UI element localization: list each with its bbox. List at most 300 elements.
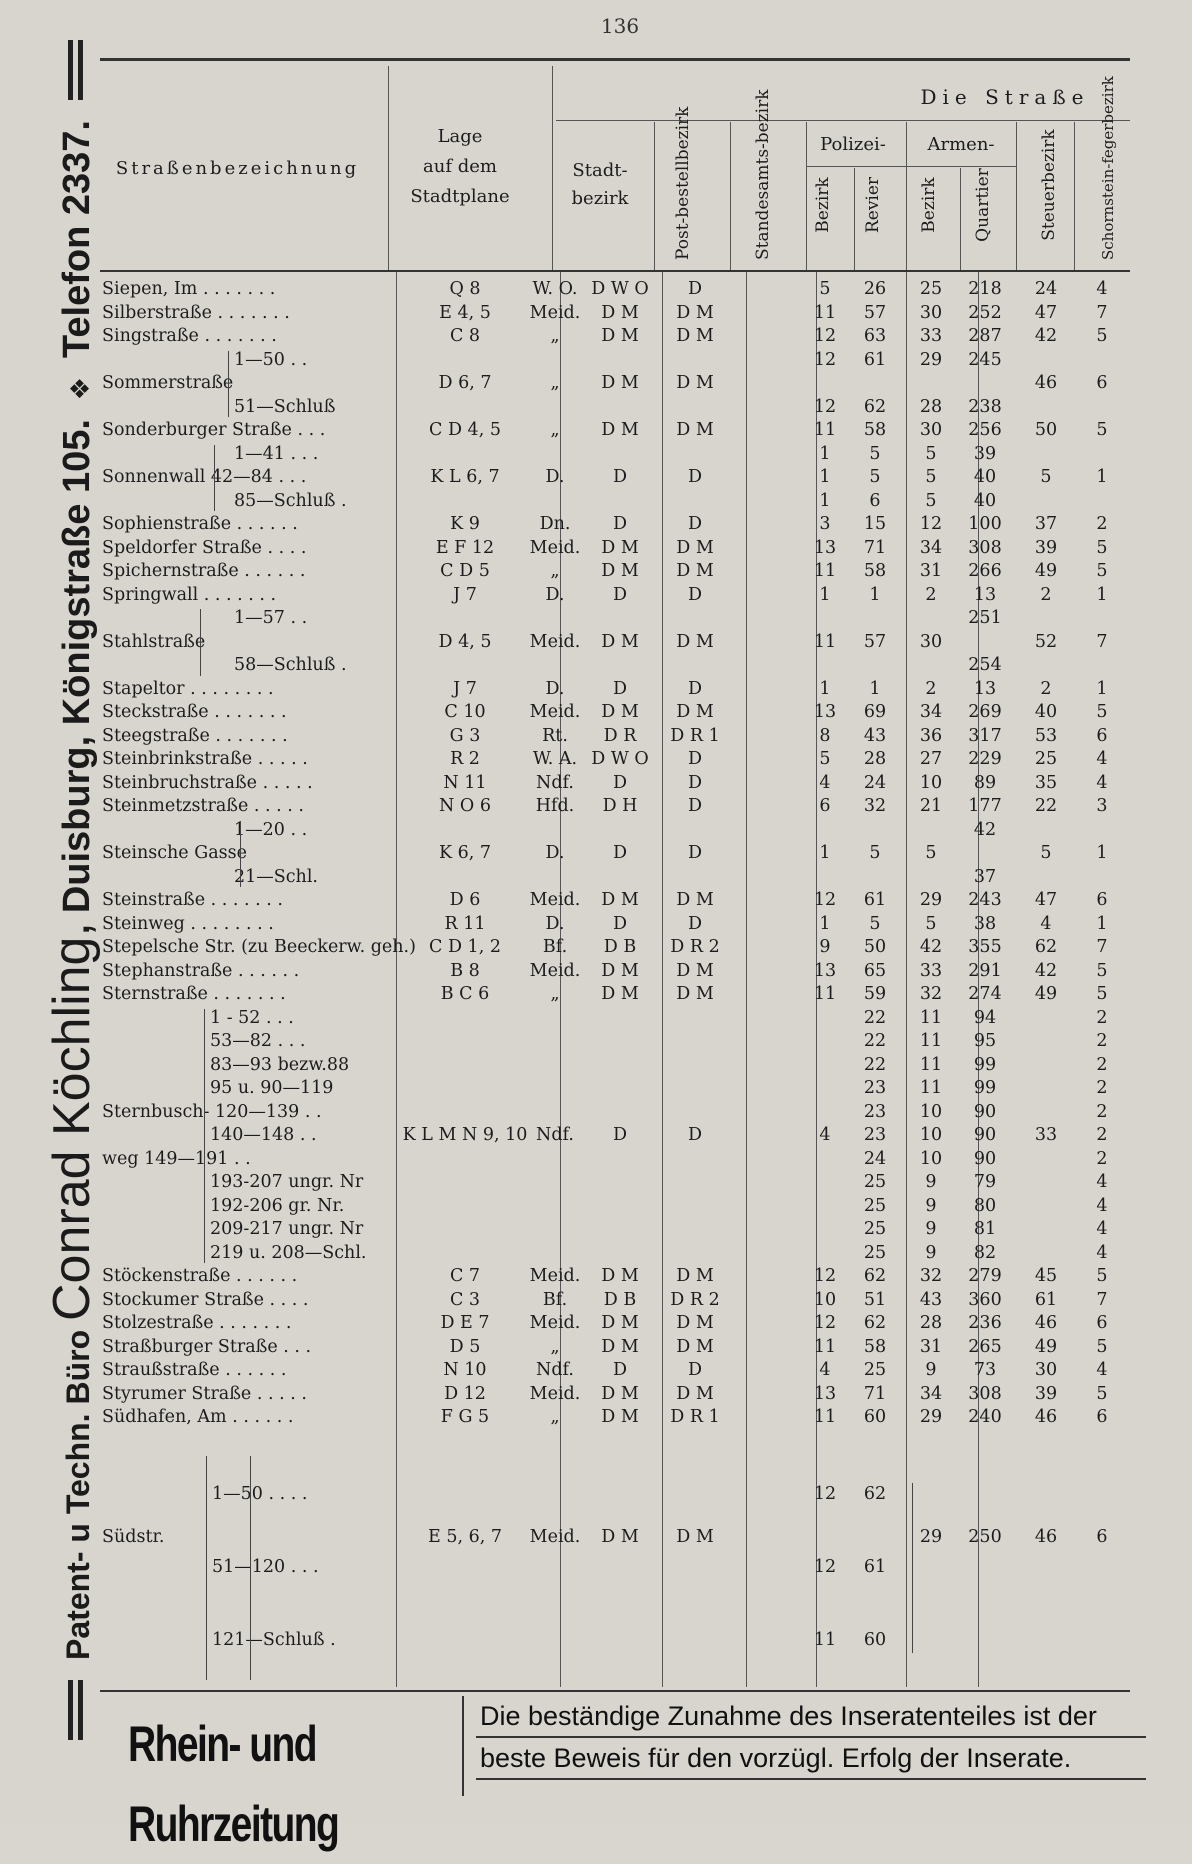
table-row (100, 372, 1130, 395)
postbezirk: D (612, 843, 628, 863)
armen-bezirk: 31 (919, 1336, 943, 1357)
polizei-bezirk: 1 (819, 678, 831, 699)
col-rule (854, 168, 855, 270)
standesamtsbezirk: D (687, 749, 703, 769)
street-name: Styrumer Straße . . . . . (102, 1383, 307, 1404)
polizei-revier: 24 (863, 772, 887, 793)
postbezirk: D B (603, 1289, 637, 1310)
stadtbezirk: „ (550, 1336, 560, 1357)
schornsteinfegerbezirk: 5 (1096, 1383, 1108, 1404)
armen-quartier: 308 (968, 537, 1002, 558)
street-name: Steinstraße . . . . . . . (102, 890, 283, 910)
table-row (100, 748, 1130, 771)
street-name: Straußstraße . . . . . . (102, 1360, 287, 1380)
table-row (100, 631, 1130, 654)
polizei-revier: 24 (863, 1148, 887, 1169)
suedstr-schornstein: 6 (1096, 1527, 1108, 1547)
standesamtsbezirk: D (687, 796, 703, 816)
suedstr-brace-right (250, 1456, 251, 1680)
suedstr-postbezirk: D M (601, 1527, 639, 1547)
polizei-bezirk: 12 (813, 349, 837, 370)
polizei-bezirk: 10 (813, 1289, 837, 1310)
polizei-bezirk: 1 (819, 467, 831, 487)
schornsteinfegerbezirk: 2 (1096, 1054, 1108, 1075)
postbezirk: D M (601, 631, 639, 652)
schornsteinfegerbezirk: 4 (1096, 1360, 1108, 1380)
armen-quartier: 90 (973, 1101, 997, 1122)
polizei-bezirk: 1 (819, 913, 831, 934)
table-row (100, 1483, 1130, 1506)
suedstr-polizei-bezirk-2: 12 (813, 1557, 837, 1577)
steuerbezirk: 30 (1034, 1360, 1058, 1380)
standesamtsbezirk: D M (676, 561, 714, 581)
armen-bezirk: 42 (919, 937, 943, 957)
street-name: Steinsche Gasse (102, 843, 247, 863)
armen-quartier: 40 (973, 490, 997, 511)
steuerbezirk: 2 (1040, 678, 1052, 699)
armen-bezirk: 33 (919, 326, 943, 346)
armen-quartier: 81 (973, 1219, 997, 1239)
steuerbezirk: 4 (1040, 913, 1052, 934)
table-row (100, 490, 1130, 513)
polizei-bezirk: 12 (813, 1266, 837, 1286)
table-row (100, 1195, 1130, 1218)
stadtbezirk: Meid. (529, 1266, 581, 1286)
polizei-revier: 61 (863, 349, 887, 370)
postbezirk: D M (601, 326, 639, 346)
armen-bezirk: 5 (925, 443, 937, 464)
standesamtsbezirk: D (687, 913, 703, 934)
stadtbezirk: Meid. (529, 702, 581, 722)
stadtbezirk: Bf. (542, 937, 568, 957)
polizei-revier: 28 (863, 749, 887, 769)
schornsteinfegerbezirk: 3 (1096, 796, 1108, 816)
table-row (100, 1242, 1130, 1265)
polizei-bezirk: 11 (813, 1407, 837, 1427)
row-group-brace (228, 351, 229, 418)
polizei-revier: 22 (863, 1054, 887, 1075)
col-rule (906, 122, 907, 270)
table-row (100, 936, 1130, 959)
stadtbezirk: Rt. (542, 725, 568, 746)
street-name: 209-217 ungr. Nr (210, 1219, 364, 1239)
table-row (100, 1030, 1130, 1053)
postbezirk: D M (601, 561, 639, 581)
standesamtsbezirk: D M (676, 960, 714, 981)
street-name: Steegstraße . . . . . . . (102, 725, 288, 746)
steuerbezirk: 49 (1034, 561, 1058, 581)
standesamtsbezirk: D (687, 1125, 703, 1145)
street-name: 219 u. 208—Schl. (210, 1242, 367, 1263)
stadtbezirk: „ (550, 1407, 560, 1427)
stadtbezirk: Meid. (529, 890, 581, 910)
armen-quartier: 90 (973, 1148, 997, 1169)
street-name: 95 u. 90—119 (210, 1078, 334, 1098)
street-name: Stolzestraße . . . . . . . (102, 1313, 292, 1333)
table-row (100, 537, 1130, 560)
schornsteinfegerbezirk: 6 (1096, 890, 1108, 910)
polizei-revier: 58 (863, 420, 887, 440)
polizei-revier: 5 (869, 913, 881, 934)
standesamtsbezirk: D R 1 (670, 1407, 720, 1427)
armen-quartier: 89 (973, 772, 997, 793)
street-name: Silberstraße . . . . . . . (102, 302, 290, 323)
polizei-revier: 25 (863, 1219, 887, 1239)
armen-quartier: 240 (968, 1407, 1002, 1427)
polizei-revier: 59 (863, 984, 887, 1004)
polizei-revier: 32 (863, 796, 887, 816)
table-row (100, 1077, 1130, 1100)
polizei-bezirk: 1 (819, 843, 831, 863)
lage: C D 5 (440, 561, 490, 581)
row-group-brace (200, 609, 201, 676)
schornsteinfegerbezirk: 4 (1096, 279, 1108, 299)
standesamtsbezirk: D (687, 772, 703, 793)
schornsteinfegerbezirk: 7 (1096, 937, 1108, 957)
armen-quartier: 266 (968, 561, 1002, 581)
header-postbestellbezirk: Post-bestellbezirk (673, 106, 693, 260)
postbezirk: D M (601, 373, 639, 393)
armen-bezirk: 11 (919, 1007, 943, 1028)
steuerbezirk: 39 (1034, 537, 1058, 558)
schornsteinfegerbezirk: 1 (1096, 913, 1108, 934)
schornsteinfegerbezirk: 2 (1096, 1031, 1108, 1051)
table-row (100, 349, 1130, 372)
street-name: weg 149—191 . . (102, 1148, 251, 1169)
table-row (100, 607, 1130, 630)
header-polizei-revier: Revier (863, 176, 883, 234)
header-strassenbezeichnung: Straßenbezeichnung (115, 158, 360, 179)
lage: N O 6 (439, 796, 491, 816)
street-name: Sonnenwall 42—84 . . . (102, 467, 307, 487)
armen-bezirk: 9 (925, 1172, 937, 1192)
standesamtsbezirk: D (687, 467, 703, 487)
postbezirk: D (612, 1360, 628, 1380)
armen-bezirk: 34 (919, 702, 943, 722)
schornsteinfegerbezirk: 4 (1096, 772, 1108, 793)
header-steuerbezirk: Steuerbezirk (1039, 129, 1059, 241)
postbezirk: D M (601, 1313, 639, 1333)
header-polizei-bezirk: Bezirk (813, 177, 833, 233)
armen-bezirk: 29 (919, 349, 943, 370)
schornsteinfegerbezirk: 2 (1096, 1125, 1108, 1145)
armen-quartier: 243 (968, 890, 1002, 910)
street-name: 83—93 bezw.88 (210, 1054, 350, 1075)
side-ad-name: Conrad Köchling, (43, 922, 101, 1321)
stadtbezirk: Meid. (529, 960, 581, 981)
table-row (100, 889, 1130, 912)
polizei-revier: 5 (869, 843, 881, 863)
street-name: Sternbusch- 120—139 . . (102, 1101, 322, 1122)
armen-quartier: 308 (968, 1383, 1002, 1404)
table-row (100, 1265, 1130, 1288)
street-name: Sophienstraße . . . . . . (102, 514, 298, 534)
polizei-revier: 50 (863, 937, 887, 957)
lage: D 4, 5 (438, 631, 492, 652)
postbezirk: D (612, 678, 628, 699)
col-rule (654, 122, 655, 270)
polizei-revier: 62 (863, 1313, 887, 1333)
steuerbezirk: 5 (1040, 843, 1052, 863)
polizei-revier: 25 (863, 1195, 887, 1216)
polizei-revier: 63 (863, 326, 887, 346)
armen-bezirk: 30 (919, 631, 943, 652)
lage: E 4, 5 (439, 302, 491, 323)
armen-quartier: 265 (968, 1336, 1002, 1357)
suedstr-brace-armen (912, 1483, 913, 1653)
armen-bezirk: 5 (925, 467, 937, 487)
street-name: Stephanstraße . . . . . . (102, 960, 300, 981)
table-row (100, 1556, 1130, 1579)
polizei-revier: 22 (863, 1007, 887, 1028)
polizei-bezirk: 6 (819, 796, 831, 816)
street-name: Singstraße . . . . . . . (102, 326, 277, 346)
steuerbezirk: 46 (1034, 373, 1058, 393)
stadtbezirk: D. (545, 843, 565, 863)
polizei-bezirk: 11 (813, 984, 837, 1004)
street-name: Siepen, Im . . . . . . . (102, 279, 276, 299)
street-name: Steinbrinkstraße . . . . . (102, 749, 308, 769)
stadtbezirk: W. O. (532, 279, 578, 299)
table-row (100, 1171, 1130, 1194)
armen-bezirk: 43 (919, 1289, 943, 1310)
polizei-revier: 25 (863, 1242, 887, 1263)
schornsteinfegerbezirk: 6 (1096, 373, 1108, 393)
lage: J 7 (453, 678, 477, 699)
side-ad-address: Duisburg, Königstraße 105. (56, 419, 98, 914)
polizei-revier: 43 (863, 725, 887, 746)
armen-bezirk: 25 (919, 279, 943, 299)
lage: C 7 (449, 1266, 481, 1286)
suedstr-armen-quartier: 250 (968, 1527, 1002, 1547)
schornsteinfegerbezirk: 4 (1096, 1195, 1108, 1216)
street-name: 85—Schluß . (234, 490, 347, 511)
polizei-revier: 1 (869, 678, 881, 699)
steuerbezirk: 42 (1034, 960, 1058, 981)
col-rule (1016, 122, 1017, 270)
table-row (100, 466, 1130, 489)
header-stadtbezirk-1: Stadt- (572, 160, 628, 181)
street-name: 58—Schluß . (234, 655, 347, 675)
street-name: Stepelsche Str. (zu Beeckerw. geh.) (102, 937, 416, 957)
armen-quartier: 317 (968, 725, 1002, 746)
schornsteinfegerbezirk: 2 (1096, 1007, 1108, 1028)
stadtbezirk: Meid. (529, 631, 581, 652)
schornsteinfegerbezirk: 2 (1096, 1101, 1108, 1122)
schornsteinfegerbezirk: 6 (1096, 1313, 1108, 1333)
steuerbezirk: 47 (1034, 302, 1058, 323)
suedstr-standesamt: D M (676, 1527, 714, 1547)
polizei-revier: 6 (869, 490, 881, 511)
table-row (100, 772, 1130, 795)
postbezirk: D M (601, 984, 639, 1004)
postbezirk: D M (601, 420, 639, 440)
polizei-revier: 62 (863, 396, 887, 417)
armen-bezirk: 32 (919, 1266, 943, 1286)
lage: N 11 (443, 772, 487, 793)
schornsteinfegerbezirk: 1 (1096, 467, 1108, 487)
polizei-revier: 58 (863, 561, 887, 581)
armen-quartier: 269 (968, 702, 1002, 722)
steuerbezirk: 45 (1034, 1266, 1058, 1286)
table-row (100, 443, 1130, 466)
suedstr-polizei-revier-3: 60 (863, 1630, 887, 1650)
stadtbezirk: D. (545, 584, 565, 605)
table-row (100, 795, 1130, 818)
col-rule (388, 66, 389, 270)
armen-quartier: 80 (973, 1195, 997, 1216)
street-name: 192-206 gr. Nr. (210, 1195, 345, 1216)
street-name: 1—57 . . (234, 608, 308, 628)
lage: D 6, 7 (438, 373, 492, 393)
suedstr-stadtbezirk: Meid. (529, 1527, 581, 1547)
polizei-bezirk: 4 (819, 772, 831, 793)
header-stadtbezirk-2: bezirk (571, 188, 629, 209)
ad-separator (462, 1696, 464, 1796)
polizei-bezirk: 11 (813, 631, 837, 652)
col-rule (730, 122, 731, 270)
lage: K 6, 7 (438, 843, 492, 863)
polizei-revier: 69 (863, 702, 887, 722)
table-row (100, 513, 1130, 536)
table-row (100, 1148, 1130, 1171)
suedstr-polizei-bezirk-1: 12 (813, 1484, 837, 1504)
standesamtsbezirk: D (687, 584, 703, 605)
street-name: Stöckenstraße . . . . . . (102, 1266, 298, 1286)
polizei-revier: 23 (863, 1125, 887, 1145)
lage: B 8 (450, 960, 480, 981)
table-row (100, 819, 1130, 842)
suedstr-polizei-bezirk-3: 11 (813, 1630, 837, 1650)
lage: R 2 (450, 749, 480, 769)
suedstr-steuerbezirk: 46 (1034, 1527, 1058, 1547)
armen-bezirk: 29 (919, 1407, 943, 1427)
polizei-bezirk: 9 (819, 937, 831, 957)
standesamtsbezirk: D R 1 (670, 725, 720, 746)
steuerbezirk: 24 (1034, 279, 1058, 299)
lage: D 5 (449, 1336, 481, 1357)
armen-bezirk: 31 (919, 561, 943, 581)
armen-bezirk: 28 (919, 396, 943, 417)
polizei-bezirk: 13 (813, 702, 837, 722)
stadtbezirk: Ndf. (536, 1360, 574, 1380)
polizei-revier: 15 (863, 514, 887, 534)
armen-quartier: 40 (973, 467, 997, 487)
street-name: Steckstraße . . . . . . . (102, 702, 287, 722)
postbezirk: D W O (591, 279, 649, 299)
lage: C 10 (444, 702, 486, 722)
polizei-bezirk: 1 (819, 443, 831, 464)
col-rule (806, 122, 807, 270)
header-armen-bezirk: Bezirk (919, 177, 939, 233)
stadtbezirk: „ (550, 326, 560, 346)
header-die-strasse: Die Straße (920, 85, 1090, 109)
street-name: Speldorfer Straße . . . . (102, 537, 307, 558)
polizei-revier: 57 (863, 631, 887, 652)
polizei-revier: 57 (863, 302, 887, 323)
polizei-revier: 26 (863, 279, 887, 299)
armen-bezirk: 11 (919, 1078, 943, 1098)
header-group-rule (806, 166, 1016, 167)
standesamtsbezirk: D M (676, 1313, 714, 1333)
armen-quartier: 251 (968, 608, 1002, 628)
armen-quartier: 82 (973, 1242, 997, 1263)
stadtbezirk: „ (550, 561, 560, 581)
polizei-revier: 61 (863, 890, 887, 910)
stadtbezirk: Meid. (529, 302, 581, 323)
steuerbezirk: 61 (1034, 1289, 1058, 1310)
schornsteinfegerbezirk: 5 (1096, 960, 1108, 981)
polizei-bezirk: 1 (819, 584, 831, 605)
polizei-bezirk: 12 (813, 396, 837, 417)
suedstr-brace (206, 1456, 207, 1680)
armen-bezirk: 2 (925, 584, 937, 605)
double-rule-bottom (68, 1680, 73, 1740)
postbezirk: D H (602, 796, 638, 816)
side-ad-prefix: Patent- u Techn. Büro (60, 1329, 96, 1660)
lage: Q 8 (449, 279, 481, 299)
table-row (100, 842, 1130, 865)
armen-bezirk: 28 (919, 1313, 943, 1333)
schornsteinfegerbezirk: 2 (1096, 1148, 1108, 1169)
schornsteinfegerbezirk: 5 (1096, 561, 1108, 581)
table-row (100, 983, 1130, 1006)
armen-quartier: 39 (973, 443, 997, 464)
armen-bezirk: 29 (919, 890, 943, 910)
lage: F G 5 (440, 1407, 490, 1427)
table-row (100, 1289, 1130, 1312)
polizei-bezirk: 4 (819, 1125, 831, 1145)
ad-slogan-line-2: beste Beweis für den vorzügl. Erfolg der Inserate. (476, 1738, 1146, 1780)
lage: G 3 (449, 725, 481, 746)
stadtbezirk: Ndf. (536, 1125, 574, 1145)
lage: D E 7 (440, 1313, 490, 1333)
schornsteinfegerbezirk: 2 (1096, 1078, 1108, 1098)
schornsteinfegerbezirk: 7 (1096, 1289, 1108, 1310)
table-row (100, 1406, 1130, 1429)
steuerbezirk: 52 (1034, 631, 1058, 652)
standesamtsbezirk: D M (676, 302, 714, 323)
street-name: 1—50 . . (234, 349, 308, 370)
street-name: 1—20 . . (234, 819, 308, 840)
armen-bezirk: 34 (919, 1383, 943, 1404)
steuerbezirk: 37 (1034, 514, 1058, 534)
postbezirk: D M (601, 537, 639, 558)
steuerbezirk: 47 (1034, 890, 1058, 910)
armen-quartier: 279 (968, 1266, 1002, 1286)
postbezirk: D M (601, 960, 639, 981)
postbezirk: D (612, 772, 628, 793)
steuerbezirk: 49 (1034, 1336, 1058, 1357)
schornsteinfegerbezirk: 4 (1096, 1219, 1108, 1239)
polizei-revier: 23 (863, 1101, 887, 1122)
polizei-revier: 71 (863, 537, 887, 558)
row-group-brace (204, 1009, 205, 1264)
header-armen-quartier: Quartier (973, 168, 993, 242)
schornsteinfegerbezirk: 5 (1096, 326, 1108, 346)
schornsteinfegerbezirk: 7 (1096, 302, 1108, 323)
stadtbezirk: Hfd. (535, 796, 575, 816)
steuerbezirk: 25 (1034, 749, 1058, 769)
standesamtsbezirk: D (687, 843, 703, 863)
schornsteinfegerbezirk: 4 (1096, 749, 1108, 769)
header-polizei: Polizei- (820, 134, 886, 155)
postbezirk: D R (603, 725, 637, 746)
lage: D 6 (449, 890, 481, 910)
table-row (100, 678, 1130, 701)
polizei-revier: 25 (863, 1360, 887, 1380)
armen-bezirk: 34 (919, 537, 943, 558)
